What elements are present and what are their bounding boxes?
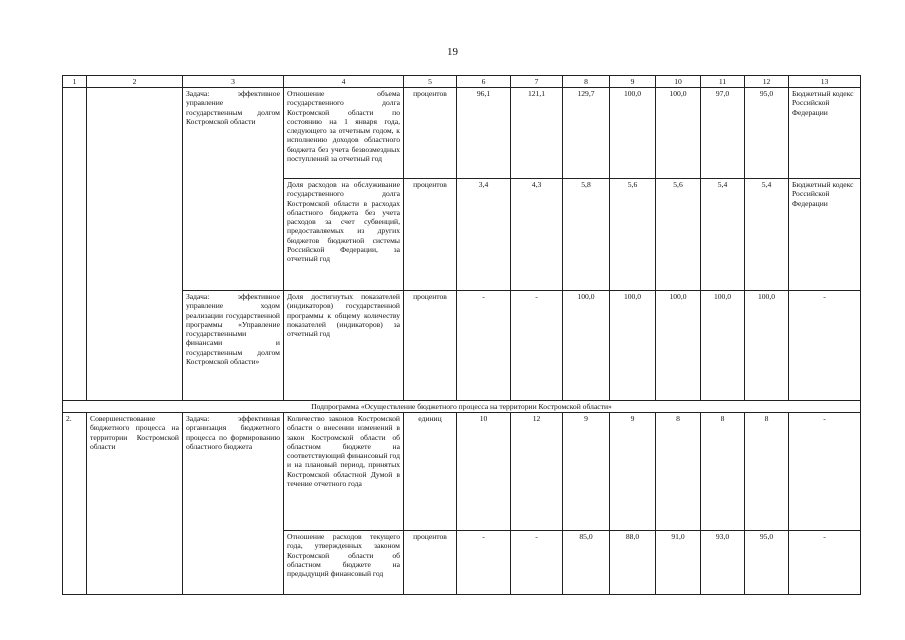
table-row (63, 413, 861, 531)
header-row (63, 76, 861, 88)
header-cell: 7 (511, 76, 563, 88)
value-cell: 121,1 (511, 88, 563, 179)
value-cell: 93,0 (701, 531, 745, 595)
basis-cell: Бюджетный кодекс Российской Федерации (789, 179, 861, 291)
value-cell: 96,1 (457, 88, 511, 179)
value-cell: 12 (511, 413, 563, 531)
row-number-cell: 2. (63, 413, 87, 595)
indicator-cell: Количество законов Костромской области о внесении изменений в закон Костромской области об областном бюджете на соответствующий финансовый год и на плановый период, принятых Костромской областной Думой в течение отчетного года (284, 413, 404, 531)
value-cell: 129,7 (563, 88, 610, 179)
header-cell: 4 (284, 76, 404, 88)
value-cell: 8 (745, 413, 789, 531)
task-cell: Задача: эффективное управление ходом реализации государственной программы «Управление государственными финансами и государственным долгом Костромской области» (183, 291, 284, 401)
row-number-cell (63, 88, 87, 401)
value-cell: 88,0 (610, 531, 656, 595)
basis-cell: - (789, 531, 861, 595)
value-cell: 95,0 (745, 88, 789, 179)
value-cell: - (511, 531, 563, 595)
value-cell: 95,0 (745, 531, 789, 595)
value-cell: 5,6 (656, 179, 701, 291)
page-number: 19 (447, 46, 458, 58)
header-cell: 12 (745, 76, 789, 88)
value-cell: 5,4 (745, 179, 789, 291)
value-cell: 100,0 (656, 88, 701, 179)
value-cell: 4,3 (511, 179, 563, 291)
value-cell: 97,0 (701, 88, 745, 179)
value-cell: 100,0 (745, 291, 789, 401)
value-cell: 8 (656, 413, 701, 531)
value-cell: 100,0 (610, 88, 656, 179)
value-cell: 9 (610, 413, 656, 531)
indicator-cell: Отношение расходов текущего года, утвержденных законом Костромской области об областном бюджете на предыдущий финансовый год (284, 531, 404, 595)
value-cell: 3,4 (457, 179, 511, 291)
value-cell: 5,6 (610, 179, 656, 291)
indicator-cell: Доля расходов на обслуживание государственного долга Костромской области в расходах областного бюджета без учета расходов за счет субвенций, предоставляемых из других бюджетов бюджетной системы Российской Федерации, за отчетный год (284, 179, 404, 291)
table-row (63, 291, 861, 401)
task-cell: Задача: эффективное управление государственным долгом Костромской области (183, 88, 284, 291)
basis-cell: - (789, 413, 861, 531)
value-cell: 5,4 (701, 179, 745, 291)
table-row (63, 88, 861, 179)
value-cell: 91,0 (656, 531, 701, 595)
header-cell: 2 (87, 76, 183, 88)
header-cell: 10 (656, 76, 701, 88)
unit-cell: процентов (404, 291, 457, 401)
unit-cell: процентов (404, 179, 457, 291)
value-cell: - (511, 291, 563, 401)
header-cell: 1 (63, 76, 87, 88)
subprogram-title: Подпрограмма «Осуществление бюджетного процесса на территории Костромской области» (63, 401, 861, 413)
value-cell: - (457, 291, 511, 401)
indicator-cell: Доля достигнутых показателей (индикаторов) государственной программы к общему количеству показателей (индикаторов) за отчетный год (284, 291, 404, 401)
header-cell: 9 (610, 76, 656, 88)
value-cell: 5,8 (563, 179, 610, 291)
indicator-cell: Отношение объема государственного долга Костромской области по состоянию на 1 января года, следующего за отчетным годом, к исполнению доходов областного бюджета без учета безвозмездных поступлений за отчетный год (284, 88, 404, 179)
unit-cell: процентов (404, 88, 457, 179)
basis-cell: Бюджетный кодекс Российской Федерации (789, 88, 861, 179)
header-cell: 11 (701, 76, 745, 88)
header-cell: 6 (457, 76, 511, 88)
value-cell: 8 (701, 413, 745, 531)
goal-cell (87, 88, 183, 401)
basis-cell: - (789, 291, 861, 401)
value-cell: 100,0 (656, 291, 701, 401)
header-cell: 5 (404, 76, 457, 88)
value-cell: 10 (457, 413, 511, 531)
task-cell: Задача: эффективная организация бюджетного процесса по формированию областного бюджета (183, 413, 284, 595)
value-cell: 100,0 (563, 291, 610, 401)
subprogram-row (63, 401, 861, 413)
goal-cell: Совершенствование бюджетного процесса на территории Костромской области (87, 413, 183, 595)
unit-cell: процентов (404, 531, 457, 595)
value-cell: 100,0 (701, 291, 745, 401)
value-cell: 85,0 (563, 531, 610, 595)
header-cell: 13 (789, 76, 861, 88)
unit-cell: единиц (404, 413, 457, 531)
value-cell: - (457, 531, 511, 595)
value-cell: 100,0 (610, 291, 656, 401)
indicators-table (62, 75, 861, 595)
header-cell: 8 (563, 76, 610, 88)
value-cell: 9 (563, 413, 610, 531)
header-cell: 3 (183, 76, 284, 88)
